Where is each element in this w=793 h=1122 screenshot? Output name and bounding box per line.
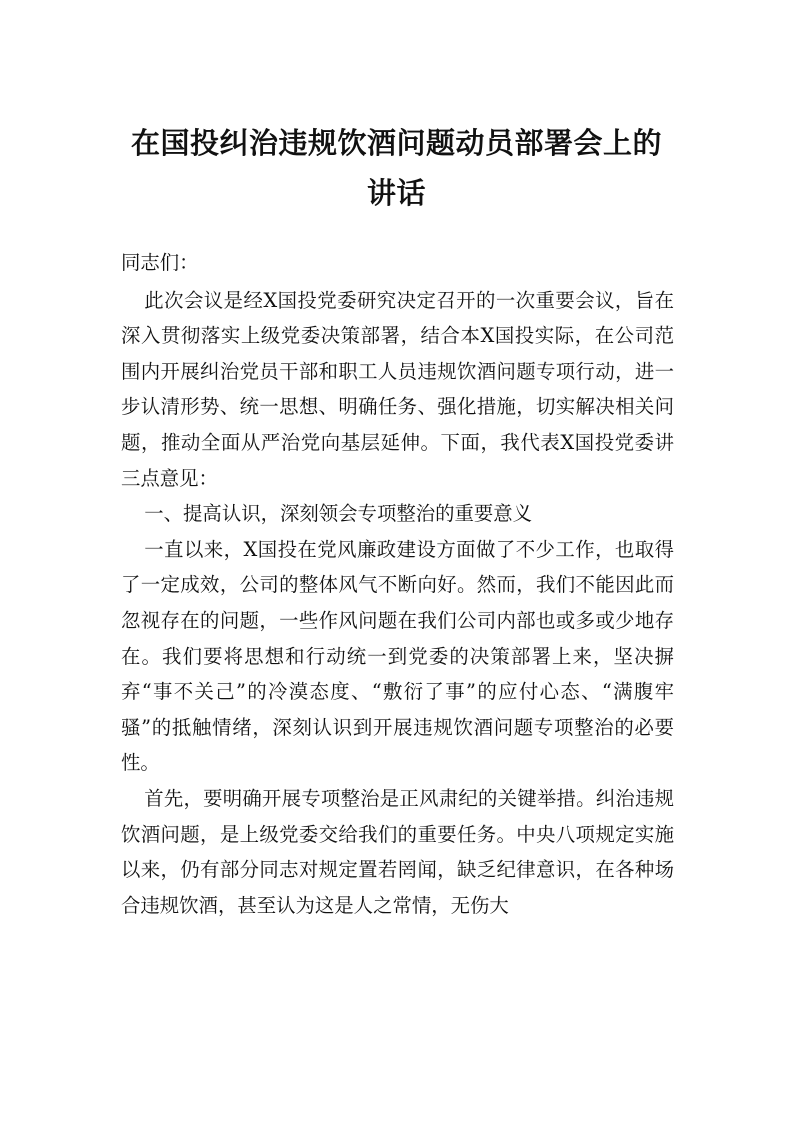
document-title-line-1: 在国投纠治违规饮酒问题动员部署会上的 [130, 126, 662, 160]
paragraph-intro: 此次会议是经X国投党委研究决定召开的一次重要会议，旨在深入贯彻落实上级党委决策部署，结合本X国投实际，在公司范围内开展纠治党员干部和职工人员违规饮酒问题专项行动，进一步认清形势、统一思想、明确任务、强化措施，切实解决相关问题，推动全面从严治党向基层延伸。下面，我代表X国投党委讲三点意见： [121, 288, 674, 490]
paragraph-body: 一直以来，X国投在党风廉政建设方面做了不少工作，也取得了一定成效，公司的整体风气不断向好。然而，我们不能因此而忽视存在的问题，一些作风问题在我们公司内部也或多或少地存在。我们要将思想和行动统一到党委的决策部署上来，坚决摒弃“事不关己”的冷漠态度、“敷衍了事”的应付心态、“满腹牢骚”的抵触情绪，深刻认识到开展违规饮酒问题专项整治的必要性。 [121, 537, 674, 775]
section-heading-1: 一、提高认识，深刻领会专项整治的重要意义 [144, 502, 533, 526]
paragraph-body: 首先，要明确开展专项整治是正风肃纪的关键举措。纠治违规饮酒问题，是上级党委交给我们的重要任务。中央八项规定实施以来，仍有部分同志对规定置若罔闻，缺乏纪律意识，在各种场合违规饮酒，甚至认为这是人之常情，无伤大 [121, 786, 674, 917]
document-body [121, 245, 674, 923]
salutation: 同志们： [121, 251, 199, 274]
document-title-line-2: 讲话 [366, 176, 426, 210]
